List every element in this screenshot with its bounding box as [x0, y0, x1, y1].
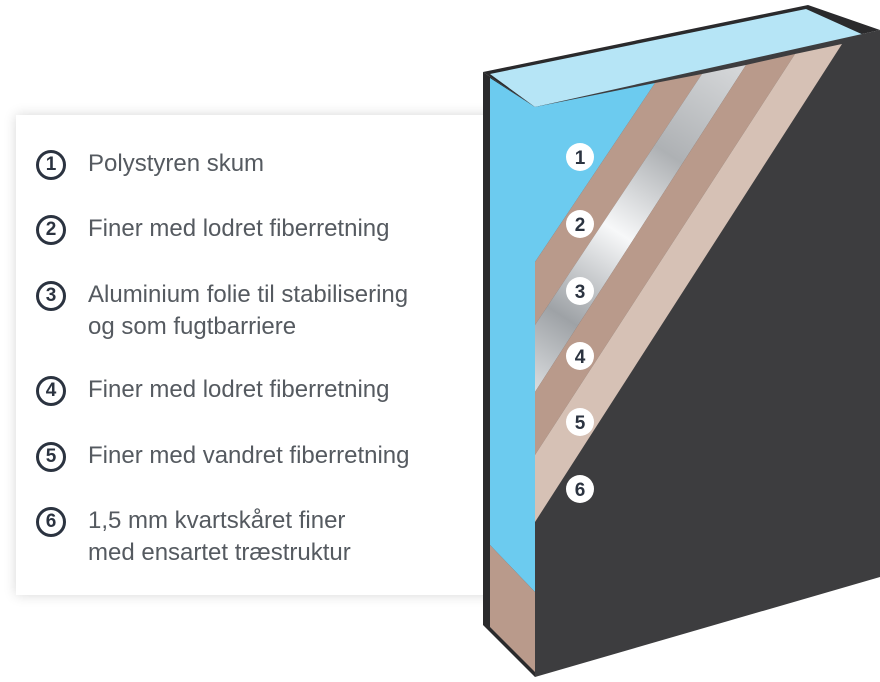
- legend-label-4: Finer med lodret fiberretning: [88, 376, 390, 403]
- legend-number-5: 5: [36, 442, 66, 472]
- legend-number-3: 3: [36, 281, 66, 311]
- legend-number-2: 2: [36, 215, 66, 245]
- legend-label-3: Aluminium folie til stabilisering og som fugtbarriere: [88, 281, 409, 340]
- badge-5: [566, 408, 594, 436]
- legend-label-1: Polystyren skum: [88, 150, 265, 177]
- legend-label-2: Finer med lodret fiberretning: [88, 215, 390, 242]
- badge-5-label: 5: [574, 413, 586, 434]
- badge-3: [566, 277, 594, 305]
- legend-number-4: 4: [36, 376, 66, 406]
- badge-1: [566, 143, 594, 171]
- badge-2-label: 2: [574, 215, 586, 236]
- badge-6-label: 6: [574, 480, 586, 501]
- legend-label-6: 1,5 mm kvartskåret finer med ensartet træstruktur: [88, 507, 351, 566]
- legend-number-1: 1: [36, 150, 66, 180]
- badge-6: [566, 475, 594, 503]
- legend-label-5: Finer med vandret fiberretning: [88, 442, 410, 469]
- badge-3-label: 3: [574, 282, 586, 303]
- legend-number-6: 6: [36, 507, 66, 537]
- badge-1-label: 1: [574, 148, 586, 169]
- panel-side-foam: [490, 78, 535, 592]
- badge-4-label: 4: [574, 347, 586, 368]
- badge-4: [566, 342, 594, 370]
- badge-2: [566, 210, 594, 238]
